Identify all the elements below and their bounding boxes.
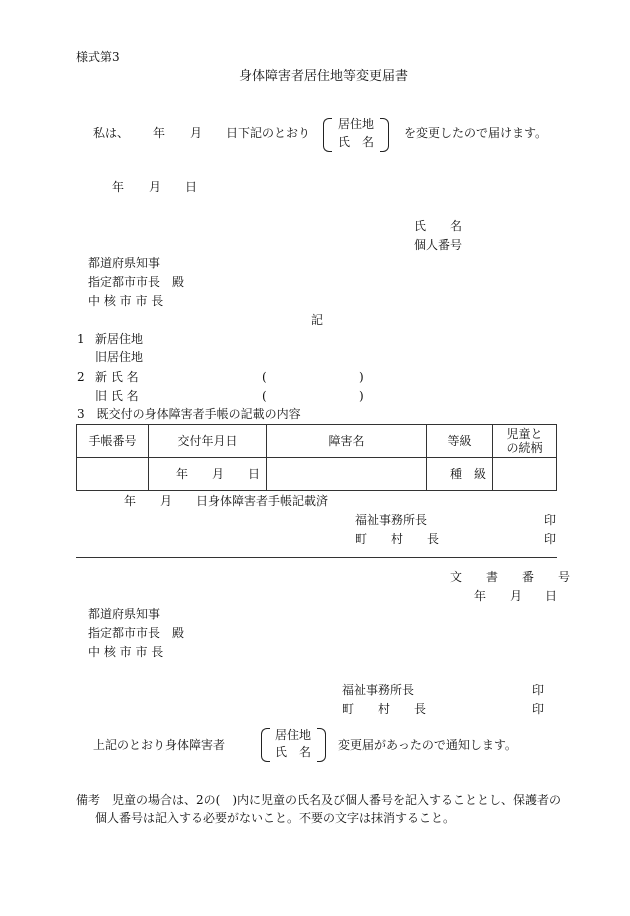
option-name: 氏 名: [338, 135, 375, 149]
right-bracket: [380, 118, 389, 152]
left-bracket: [323, 118, 332, 152]
seal-mark: 印: [544, 532, 557, 546]
paren-open: (: [262, 370, 267, 384]
addressee: 中 核 市 市 長: [88, 645, 164, 659]
cell-relation[interactable]: [493, 458, 557, 491]
addressee: 指定都市市長 殿: [88, 275, 185, 289]
addressee: 中 核 市 市 長: [88, 294, 164, 308]
official-title: 町 村 長: [355, 532, 440, 546]
right-bracket: [317, 728, 326, 762]
table-header-row: [77, 425, 557, 458]
remarks-label: 備考: [76, 793, 101, 807]
seal-mark: 印: [544, 513, 557, 527]
addressee: 指定都市市長 殿: [88, 626, 185, 640]
notice-prefix: 上記のとおり身体障害者: [93, 738, 226, 752]
item3-label: 3 既交付の身体障害者手帳の記載の内容: [77, 407, 301, 421]
option-name: 氏 名: [275, 745, 312, 759]
declaration-suffix: を変更したので届けます。: [404, 126, 548, 140]
notice-day: 日: [545, 589, 558, 603]
date-day: 日: [185, 180, 198, 194]
record-month: 月: [160, 494, 173, 508]
option-residence: 居住地: [338, 117, 375, 131]
cell-disability[interactable]: [267, 458, 427, 491]
page-title: 身体障害者居住地等変更届書: [239, 69, 409, 84]
paren-close: ): [359, 370, 364, 384]
divider: [76, 557, 557, 558]
left-bracket: [261, 728, 270, 762]
header-cell: 等級: [427, 425, 493, 458]
header-cell: 手帳番号: [77, 425, 149, 458]
remarks-line: 個人番号は記入する必要がないこと。不要の文字は抹消すること。: [95, 811, 456, 825]
seal-mark: 印: [532, 702, 545, 716]
cell-issue-date[interactable]: 年 月 日: [149, 458, 267, 491]
date-month: 月: [149, 180, 162, 194]
cell-handbook-number[interactable]: [77, 458, 149, 491]
paren-open: (: [262, 389, 267, 403]
declaration-month: 月: [190, 126, 203, 140]
notice-suffix: 変更届があったので通知します。: [338, 738, 517, 752]
applicant-number-label: 個人番号: [414, 238, 463, 252]
declaration-year: 年: [153, 126, 166, 140]
old-residence-label: 旧居住地: [95, 350, 144, 364]
option-residence: 居住地: [275, 728, 312, 742]
addressee: 都道府県知事: [88, 256, 161, 270]
addressee: 都道府県知事: [88, 607, 161, 621]
official-title: 福祉事務所長: [355, 513, 428, 527]
remarks-line: 児童の場合は、2の( )内に児童の氏名及び個人番号を記入することとし、保護者の: [112, 793, 562, 807]
header-cell: 児童との続柄: [493, 425, 557, 458]
declaration-prefix: 私は、: [93, 126, 130, 140]
header-cell: 障害名: [267, 425, 427, 458]
cell-grade[interactable]: 種 級: [427, 458, 493, 491]
handbook-table: [76, 424, 557, 491]
declaration-day-text: 日下記のとおり: [226, 126, 311, 140]
document-number-label: 文 書 番 号: [450, 570, 571, 584]
paren-close: ): [359, 389, 364, 403]
applicant-name-label: 氏 名: [414, 219, 463, 233]
official-title: 町 村 長: [342, 702, 427, 716]
record-text: 日身体障害者手帳記載済: [196, 494, 329, 508]
record-year: 年: [124, 494, 137, 508]
form-number: 様式第3: [76, 50, 120, 64]
old-name-label: 旧 氏 名: [95, 389, 139, 403]
new-name-label: 新 氏 名: [95, 370, 139, 384]
seal-mark: 印: [532, 683, 545, 697]
notice-month: 月: [510, 589, 523, 603]
header-cell: 交付年月日: [149, 425, 267, 458]
item1-number: 1: [77, 332, 85, 346]
ki-heading: 記: [311, 313, 324, 327]
item2-number: 2: [77, 370, 85, 384]
official-title: 福祉事務所長: [342, 683, 415, 697]
notice-year: 年: [474, 589, 487, 603]
new-residence-label: 新居住地: [95, 332, 144, 346]
table-row: [77, 458, 557, 491]
date-year: 年: [112, 180, 125, 194]
